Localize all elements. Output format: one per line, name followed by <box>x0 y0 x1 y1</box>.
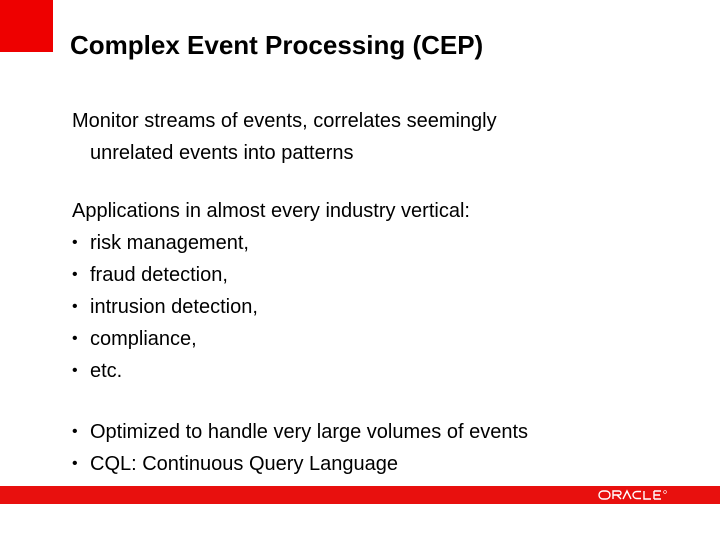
features-section <box>72 416 528 480</box>
list-item-label: compliance, <box>90 328 197 350</box>
bullet-icon: • <box>72 298 78 315</box>
bullet-icon: • <box>72 330 78 347</box>
corner-accent-block <box>0 0 53 52</box>
bullet-icon: • <box>72 423 78 440</box>
oracle-logo-icon <box>598 489 672 501</box>
list-item <box>72 448 528 480</box>
features-list <box>72 416 528 480</box>
oracle-logo <box>598 486 672 504</box>
applications-list <box>72 227 470 387</box>
applications-heading: Applications in almost every industry vertical: <box>72 200 470 222</box>
bullet-icon: • <box>72 266 78 283</box>
list-item-label: fraud detection, <box>90 264 228 286</box>
bullet-icon: • <box>72 234 78 251</box>
list-item-label: intrusion detection, <box>90 296 258 318</box>
intro-line-2: unrelated events into patterns <box>90 142 354 164</box>
list-item <box>72 259 470 291</box>
bullet-icon: • <box>72 455 78 472</box>
list-item-label: CQL: Continuous Query Language <box>90 453 398 475</box>
applications-section <box>72 195 470 387</box>
list-item <box>72 355 470 387</box>
list-item <box>72 416 528 448</box>
list-item <box>72 291 470 323</box>
intro-paragraph <box>72 105 672 169</box>
intro-line-1: Monitor streams of events, correlates seemingly <box>72 110 497 132</box>
slide-title: Complex Event Processing (CEP) <box>70 30 484 60</box>
list-item-label: etc. <box>90 360 123 382</box>
bullet-icon: • <box>72 362 78 379</box>
list-item-label: risk management, <box>90 232 249 254</box>
list-item <box>72 323 470 355</box>
list-item <box>72 227 470 259</box>
list-item-label: Optimized to handle very large volumes of events <box>90 421 528 443</box>
